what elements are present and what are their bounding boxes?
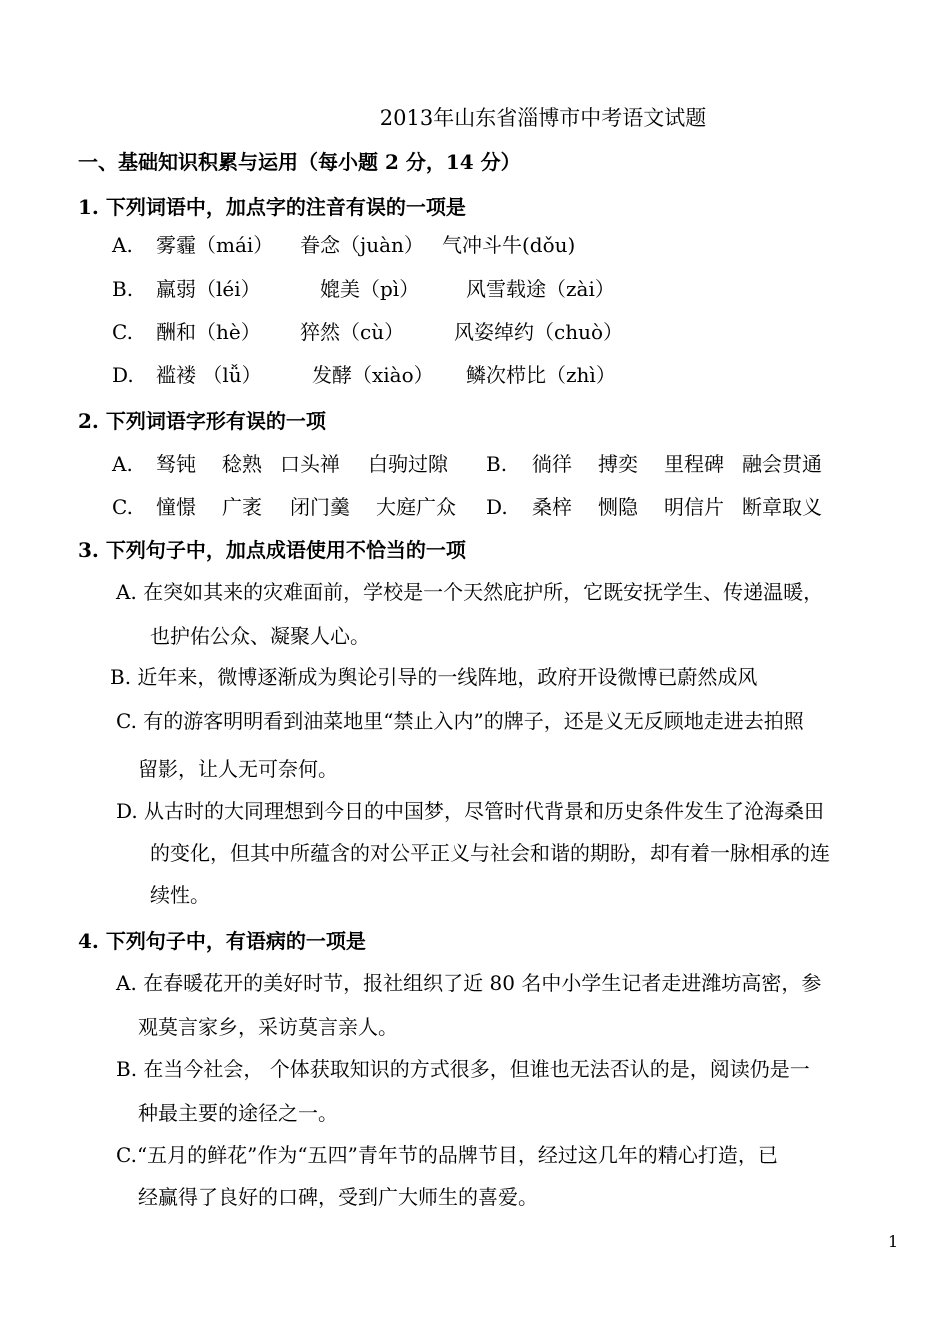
word-item: 大庭广众 <box>376 495 456 519</box>
q3-option-a-line-1: A. 在突如其来的灾难面前，学校是一个天然庇护所，它既安抚学生、传递温暖， <box>116 580 824 604</box>
option-label: B. <box>486 452 508 476</box>
q3-option-a-line-2: 也护佑公众、凝聚人心。 <box>150 624 370 648</box>
q3-option-b-line-1: B. 近年来，微博逐渐成为舆论引导的一线阵地，政府开设微博已蔚然成风 <box>110 665 758 689</box>
q3-option-c-line-2: 留影，让人无可奈何。 <box>138 757 338 781</box>
word-item: 桑梓 <box>532 495 572 519</box>
q4-option-b-line-2: 种最主要的途径之一。 <box>138 1101 338 1125</box>
q3-option-d-line-2: 的变化，但其中所蕴含的对公平正义与社会和谐的期盼，却有着一脉相承的连 <box>150 841 830 865</box>
word-item: 融会贯通 <box>742 452 822 476</box>
q4-option-a-line-1: A. 在春暖花开的美好时节，报社组织了近 80 名中小学生记者走进潍坊高密，参 <box>116 971 822 995</box>
q3-option-d-line-1: D. 从古时的大同理想到今日的中国梦，尽管时代背景和历史条件发生了沧海桑田 <box>116 799 825 823</box>
question-1-stem: 1. 下列词语中，加点字的注音有误的一项是 <box>78 195 466 219</box>
word-item: 憧憬 <box>156 495 196 519</box>
q4-option-b-line-1: B. 在当今社会， 个体获取知识的方式很多，但谁也无法否认的是，阅读仍是一 <box>116 1057 810 1081</box>
option-item: 褴褛 （lǚ） <box>156 363 262 387</box>
section-heading: 一、基础知识积累与运用（每小题 2 分，14 分） <box>78 150 521 174</box>
word-item: 里程碑 <box>664 452 724 476</box>
word-item: 断章取义 <box>742 495 822 519</box>
word-item: 广袤 <box>222 495 262 519</box>
word-item: 恻隐 <box>598 495 638 519</box>
option-item: 雾霾（mái） <box>156 233 274 257</box>
word-item: 白驹过隙 <box>368 452 448 476</box>
word-item: 稔熟 <box>222 452 262 476</box>
word-item: 驽钝 <box>156 452 196 476</box>
q4-option-c-line-2: 经赢得了良好的口碑，受到广大师生的喜爱。 <box>138 1185 538 1209</box>
page-number: 1 <box>888 1232 899 1251</box>
option-item: 发酵（xiào） <box>312 363 434 387</box>
option-item: 眷念（juàn） <box>300 233 424 257</box>
option-item: 气冲斗牛(dǒu) <box>442 233 576 257</box>
word-item: 口头禅 <box>280 452 340 476</box>
option-item: 鳞次栉比（zhì） <box>466 363 616 387</box>
q3-option-c-line-1: C. 有的游客明明看到油菜地里“禁止入内”的牌子，还是义无反顾地走进去拍照 <box>116 709 804 733</box>
option-label: C. <box>112 495 133 519</box>
option-label: B. <box>112 277 134 301</box>
option-item: 风雪载途（zài） <box>466 277 615 301</box>
option-label: D. <box>112 363 134 387</box>
option-item: 猝然（cù） <box>300 320 405 344</box>
document-title: 2013年山东省淄博市中考语文试题 <box>379 106 707 130</box>
option-label: A. <box>112 452 133 476</box>
q4-option-c-line-1: C.“五月的鲜花”作为“五四”青年节的品牌节目，经过这几年的精心打造，已 <box>116 1143 778 1167</box>
option-item: 媲美（pì） <box>320 277 420 301</box>
q4-option-a-line-2: 观莫言家乡，采访莫言亲人。 <box>138 1015 398 1039</box>
question-4-stem: 4. 下列句子中，有语病的一项是 <box>78 929 366 953</box>
word-item: 徜徉 <box>532 452 572 476</box>
option-label: D. <box>486 495 508 519</box>
word-item: 闭门羹 <box>290 495 350 519</box>
question-3-stem: 3. 下列句子中，加点成语使用不恰当的一项 <box>78 538 466 562</box>
option-item: 风姿绰约（chuò） <box>454 320 624 344</box>
option-label: C. <box>112 320 133 344</box>
question-2-stem: 2. 下列词语字形有误的一项 <box>78 409 326 433</box>
option-item: 酬和（hè） <box>156 320 261 344</box>
word-item: 明信片 <box>664 495 724 519</box>
option-label: A. <box>112 233 133 257</box>
option-item: 羸弱（léi） <box>156 277 261 301</box>
q3-option-d-line-3: 续性。 <box>150 883 210 907</box>
word-item: 搏奕 <box>598 452 638 476</box>
